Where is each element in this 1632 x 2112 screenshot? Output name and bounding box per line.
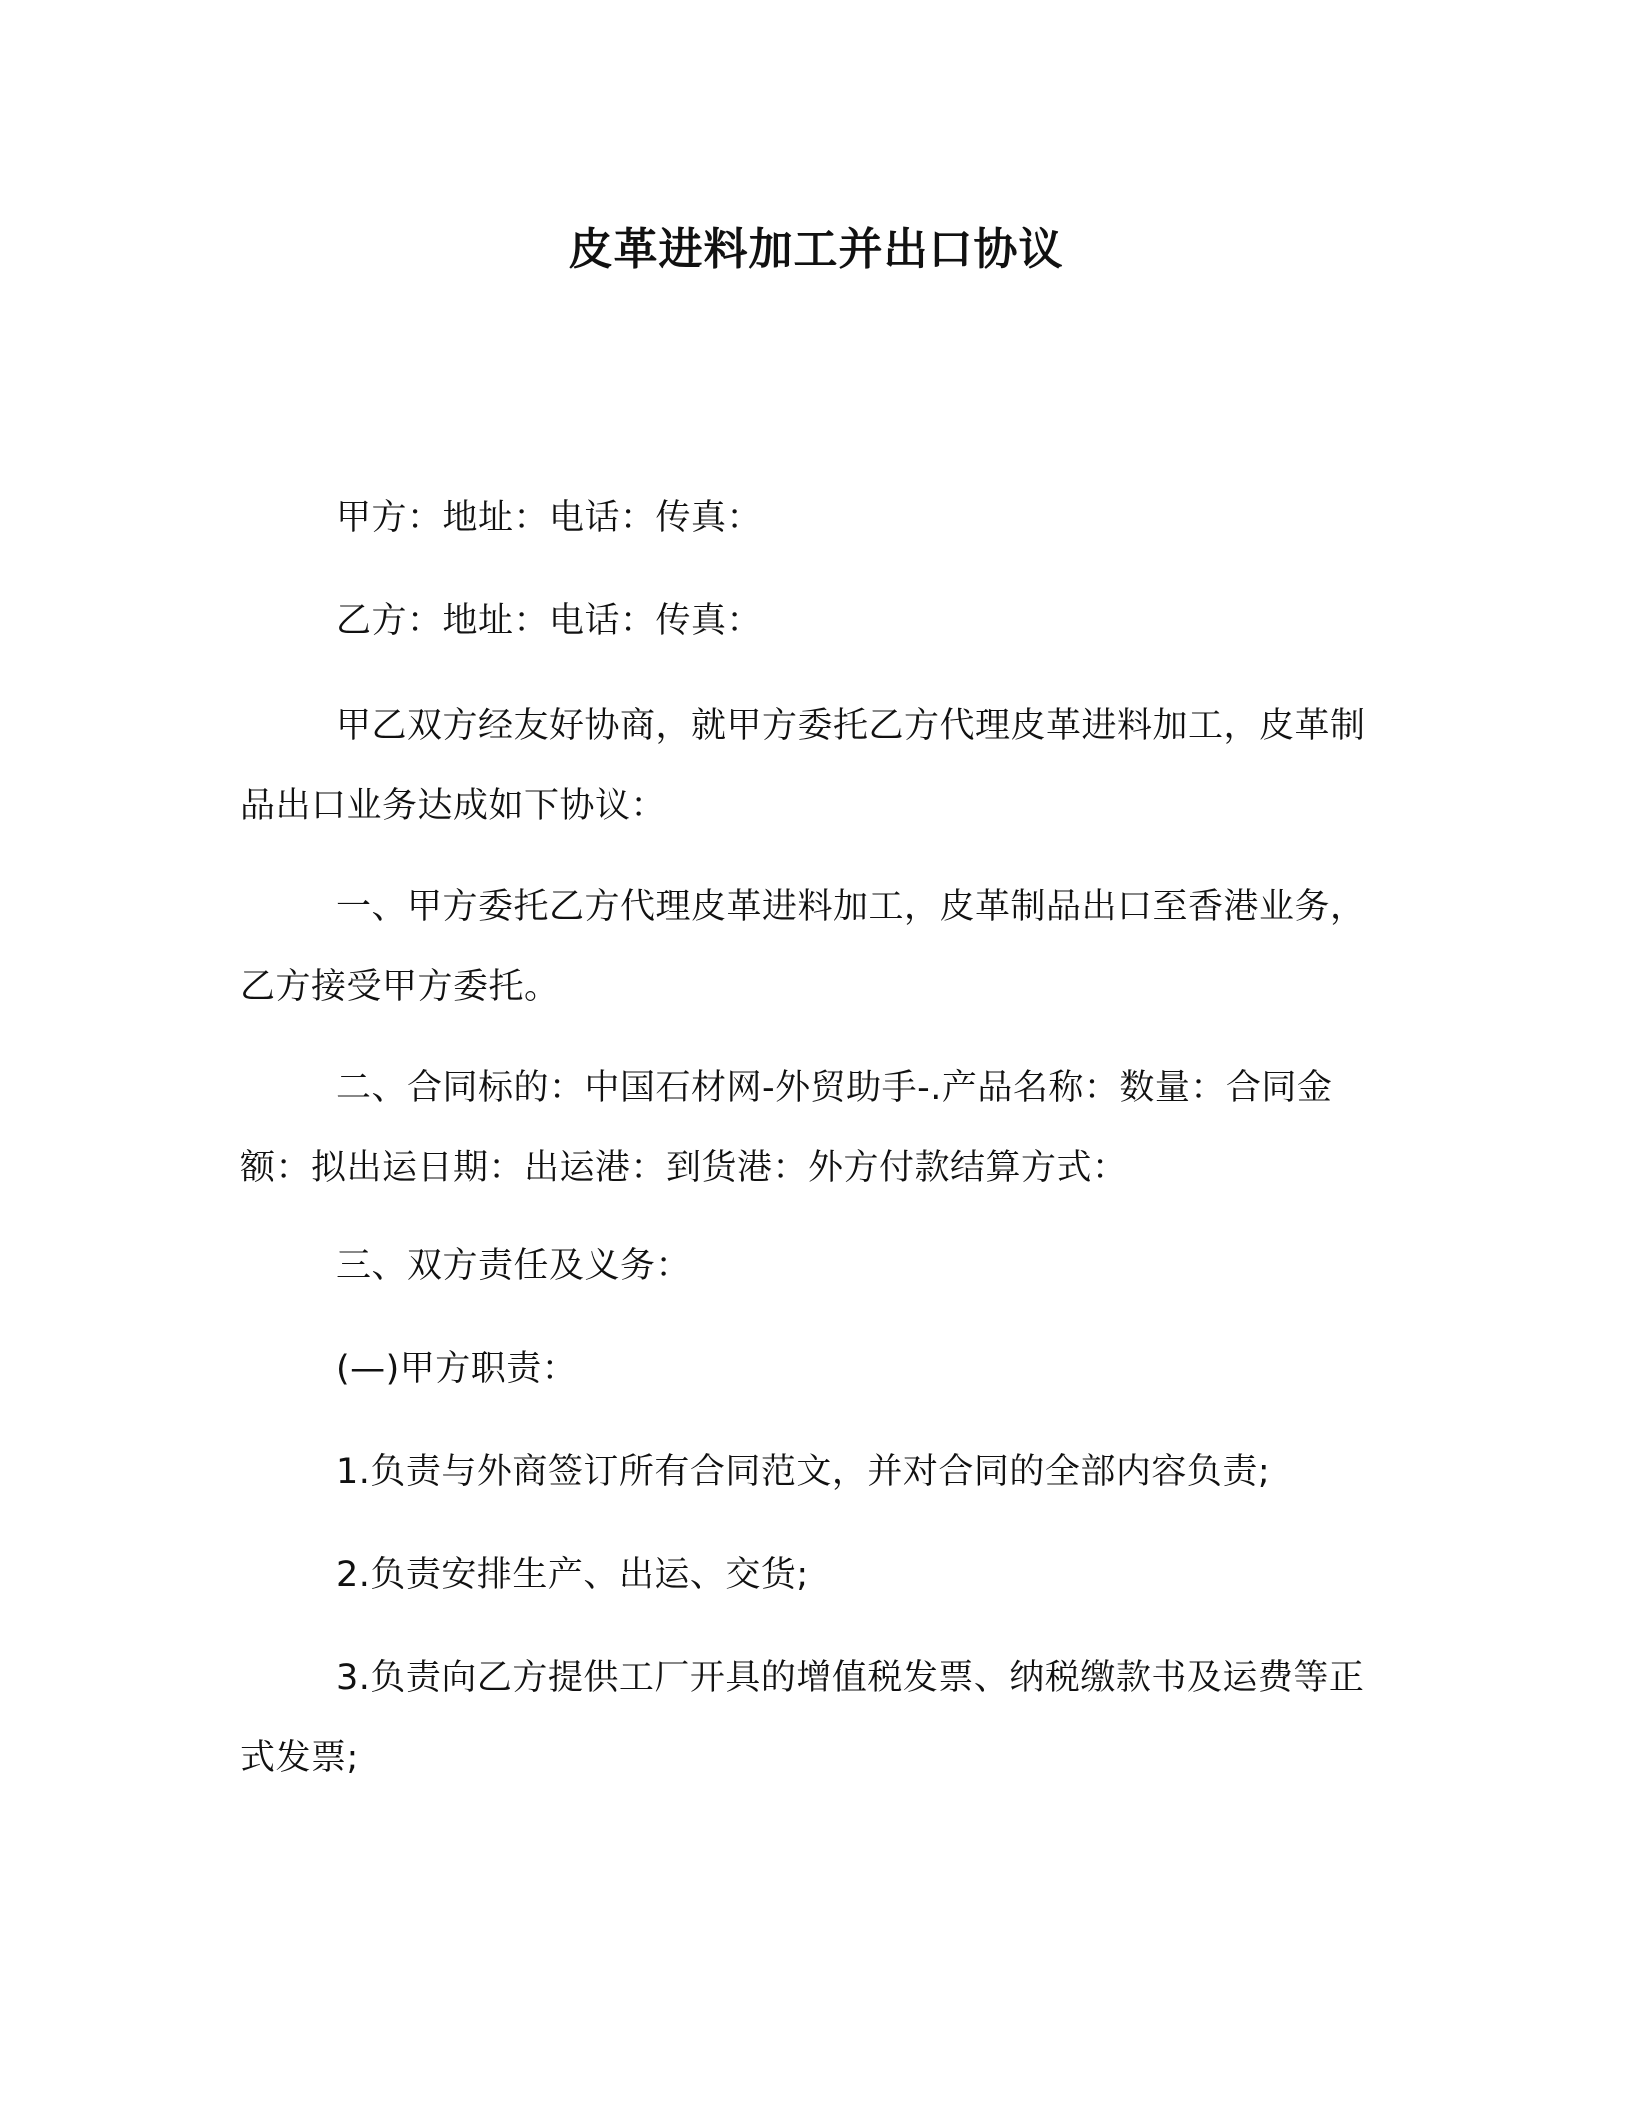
clause-2-paragraph: 二、合同标的：中国石材网-外贸助手-.产品名称：数量：合同金额：拟出运日期：出运港：到货港：外方付款结算方式： xyxy=(240,1068,1333,1188)
party-a-duties-heading: (—)甲方职责： xyxy=(336,1349,578,1389)
duty-item-2: 2.负责安排生产、出运、交货; xyxy=(336,1555,809,1595)
clause-3-heading: 三、双方责任及义务： xyxy=(336,1246,692,1286)
clause-1-paragraph: 一、甲方委托乙方代理皮革进料加工，皮革制品出口至香港业务，乙方接受甲方委托。 xyxy=(240,887,1366,1007)
duty-item-3: 3.负责向乙方提供工厂开具的增值税发票、纳税缴款书及运费等正式发票; xyxy=(240,1658,1365,1778)
preamble-paragraph: 甲乙双方经友好协商，就甲方委托乙方代理皮革进料加工，皮革制品出口业务达成如下协议： xyxy=(240,706,1366,826)
party-b-line: 乙方：地址：电话：传真： xyxy=(336,601,763,641)
document-title: 皮革进料加工并出口协议 xyxy=(568,224,1064,275)
party-a-line: 甲方：地址：电话：传真： xyxy=(336,498,763,538)
duty-item-1: 1.负责与外商签订所有合同范文，并对合同的全部内容负责; xyxy=(336,1452,1271,1492)
